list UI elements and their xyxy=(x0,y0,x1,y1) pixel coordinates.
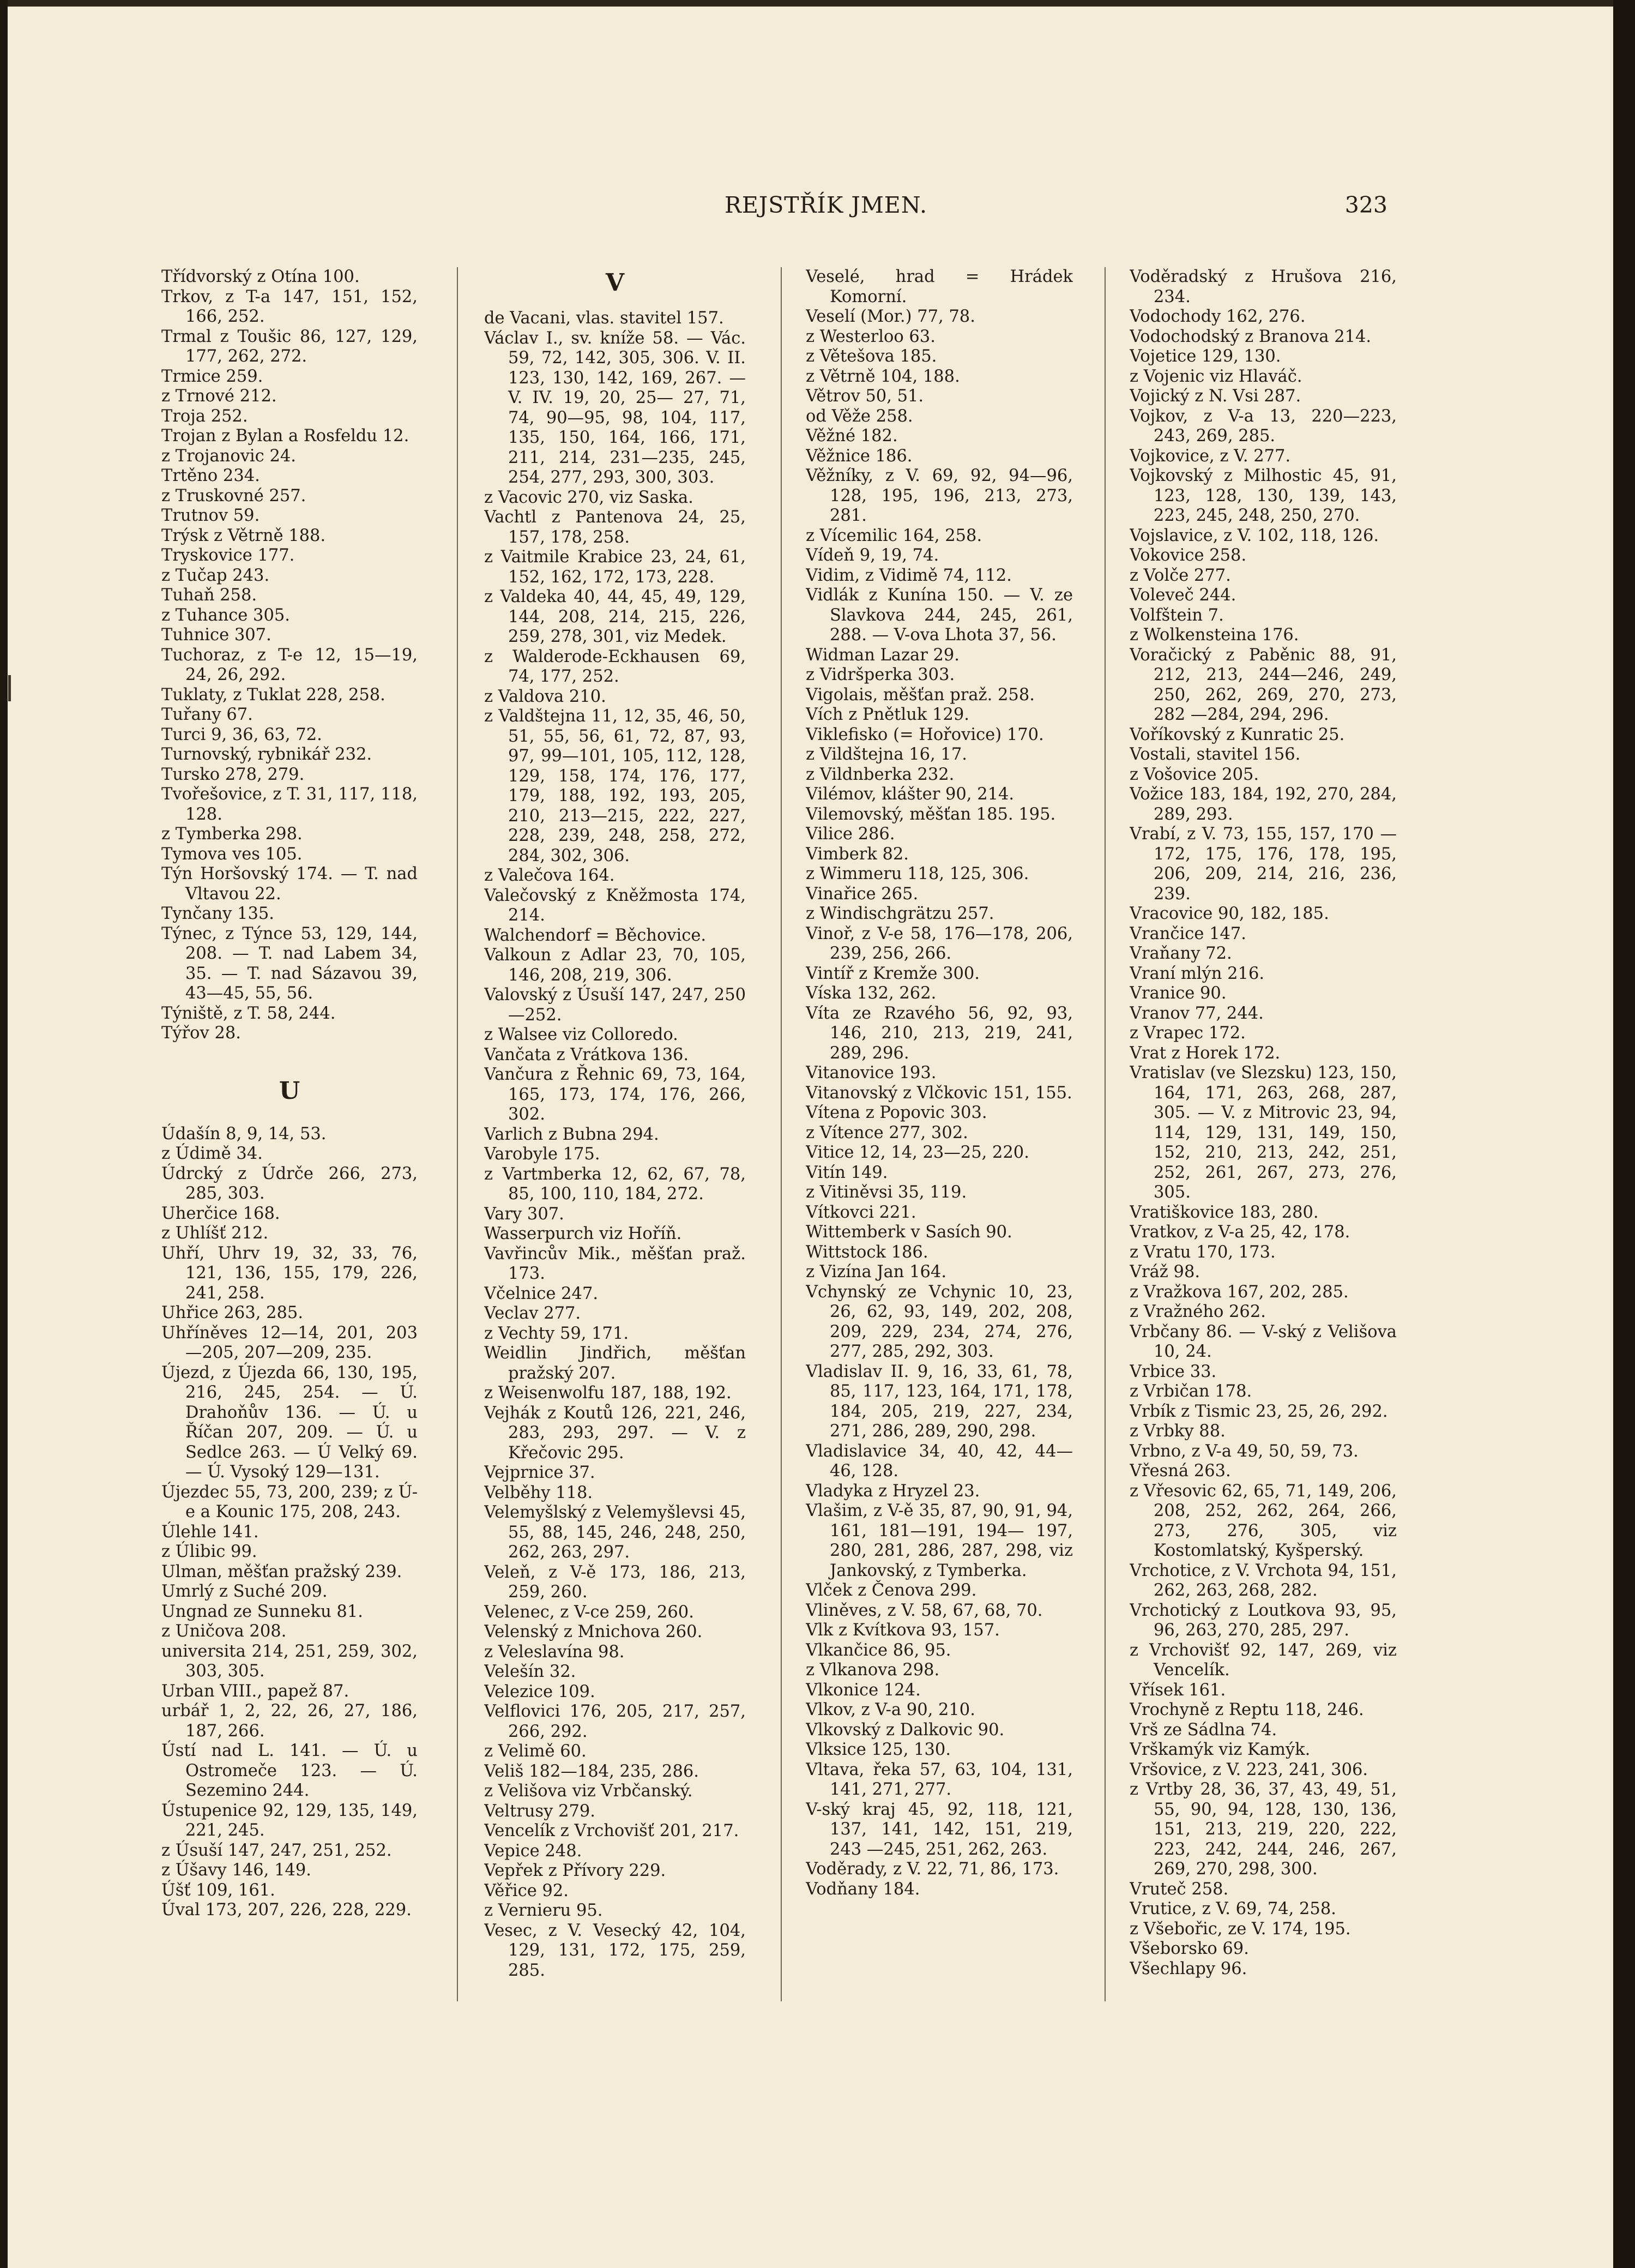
index-entry: Varobyle 175. xyxy=(484,1145,600,1164)
index-entry: z Volče 277. xyxy=(1130,566,1231,585)
index-entry: Viklefisko (= Hořovice) 170. xyxy=(806,725,1044,744)
index-entry: Varlich z Bubna 294. xyxy=(484,1124,659,1144)
index-entry: Velflovici 176, 205, 217, 257, 266, 292. xyxy=(484,1702,746,1741)
index-entry: Vlček z Čenova 299. xyxy=(806,1581,977,1600)
index-entry: Veliš 182—184, 235, 286. xyxy=(484,1761,699,1781)
index-entry: Veselé, hrad = Hrádek Komorní. xyxy=(806,267,1073,306)
index-entry: Vladyka z Hryzel 23. xyxy=(806,1481,980,1501)
index-entry: z Vojenic viz Hlaváč. xyxy=(1130,366,1302,386)
index-entry: Vrš ze Sádlna 74. xyxy=(1130,1720,1277,1740)
index-entry: Valečovský z Kněžmosta 174, 214. xyxy=(484,886,746,925)
index-entry: z Truskovné 257. xyxy=(161,486,306,506)
index-entry: Úšť 109, 161. xyxy=(161,1880,275,1900)
index-column-3 xyxy=(806,267,1073,2209)
index-entry: Všeborsko 69. xyxy=(1130,1939,1249,1958)
index-entry: Valkoun z Adlar 23, 70, 105, 146, 208, 219, 306. xyxy=(484,946,746,985)
index-entry: Vojslavice, z V. 102, 118, 126. xyxy=(1130,526,1379,545)
index-entry: Tynčany 135. xyxy=(161,904,274,923)
running-header-title: REJSTŘÍK JMEN. xyxy=(724,192,928,218)
index-entry: z Tučap 243. xyxy=(161,566,270,585)
index-entry: Vlkov, z V-a 90, 210. xyxy=(806,1700,975,1719)
index-entry: z Vacovic 270, viz Saska. xyxy=(484,488,693,507)
index-entry: z Walderode-Eckhausen 69, 74, 177, 252. xyxy=(484,647,746,686)
index-entry: Týnec, z Týnce 53, 129, 144, 208. — T. nad Labem 34, 35. — T. nad Sázavou 39, 43—45, 55, 56. xyxy=(161,924,418,1003)
index-entry: z Vizína Jan 164. xyxy=(806,1262,947,1282)
index-entry: Vilemovský, měšťan 185. 195. xyxy=(806,804,1056,824)
index-entry: Vích z Pnětluk 129. xyxy=(806,705,969,724)
index-entry: Walchendorf = Běchovice. xyxy=(484,925,707,945)
index-entry: z Vícemilic 164, 258. xyxy=(806,526,982,545)
index-entry: z Vernieru 95. xyxy=(484,1901,603,1920)
index-entry: Trtěno 234. xyxy=(161,466,260,485)
index-entry: Víta ze Rzavého 56, 92, 93, 146, 210, 213, 219, 241, 289, 296. xyxy=(806,1003,1073,1063)
index-entry: Vlk z Kvítkova 93, 157. xyxy=(806,1621,1000,1640)
index-entry: Věžníky, z V. 69, 92, 94—96, 128, 195, 196, 213, 273, 281. xyxy=(806,466,1073,525)
index-entry: z Vražného 262. xyxy=(1130,1302,1266,1321)
index-entry: Wittstock 186. xyxy=(806,1242,928,1262)
entries-t xyxy=(161,267,418,1044)
index-entry: Vachtl z Pantenova 24, 25, 157, 178, 258. xyxy=(484,508,746,547)
index-entry: Týřov 28. xyxy=(161,1024,241,1043)
index-entry: Vidim, z Vidimě 74, 112. xyxy=(806,566,1012,585)
index-entry: z Větešova 185. xyxy=(806,347,937,366)
index-entry: Vojický z N. Vsi 287. xyxy=(1130,387,1301,406)
index-entry: Vilice 286. xyxy=(806,825,895,844)
index-entry: Vrchotický z Loutkova 93, 95, 96, 263, 270, 285, 297. xyxy=(1130,1601,1397,1640)
index-entry: Vožice 183, 184, 192, 270, 284, 289, 293. xyxy=(1130,785,1397,824)
index-entry: Turci 9, 36, 63, 72. xyxy=(161,725,322,744)
index-entry: Týniště, z T. 58, 244. xyxy=(161,1003,336,1023)
section-heading-v: V xyxy=(605,269,625,297)
index-entry: Tursko 278, 279. xyxy=(161,765,305,784)
index-entry: z Vildštejna 16, 17. xyxy=(806,745,967,764)
index-entry: Velezice 109. xyxy=(484,1682,595,1701)
index-entry: z Vitiněvsi 35, 119. xyxy=(806,1183,967,1202)
index-entry: Vřesná 263. xyxy=(1130,1461,1231,1481)
index-entry: Vilémov, klášter 90, 214. xyxy=(806,785,1015,804)
index-entry: Vitín 149. xyxy=(806,1163,888,1182)
index-entry: z Valečova 164. xyxy=(484,866,615,885)
index-entry: Vančura z Řehnic 69, 73, 164, 165, 173, 174, 176, 266, 302. xyxy=(484,1065,746,1124)
index-entry: z Trojanovic 24. xyxy=(161,446,296,466)
index-entry: z Vrchovišť 92, 147, 269, viz Vencelík. xyxy=(1130,1640,1397,1680)
index-entry: Widman Lazar 29. xyxy=(806,645,960,665)
index-entry: z Vildnberka 232. xyxy=(806,765,955,784)
index-entry: z Vaitmile Krabice 23, 24, 61, 152, 162, 172, 173, 228. xyxy=(484,548,746,587)
index-entry: Volfštein 7. xyxy=(1130,605,1224,625)
index-entry: Vepice 248. xyxy=(484,1841,582,1861)
entries-u xyxy=(161,1124,418,1921)
index-entry: Vostali, stavitel 156. xyxy=(1130,745,1301,764)
index-entry: Věžnice 186. xyxy=(806,446,913,466)
index-entry: z Westerloo 63. xyxy=(806,327,936,346)
entries-v-part2 xyxy=(806,267,1073,1899)
index-entry: Včelnice 247. xyxy=(484,1284,599,1303)
scan-edge-left xyxy=(0,0,8,2268)
index-entry: Vchynský ze Vchynic 10, 23, 26, 62, 93, 149, 202, 208, 209, 229, 234, 274, 276, 277, 285, 292, 303. xyxy=(806,1282,1073,1361)
index-entry: z Valdštejna 11, 12, 35, 46, 50, 51, 55, 56, 61, 72, 87, 93, 97, 99—101, 105, 112, 128, 129, 158, 174, 176, 177, 179, 188, 192, 193, 205, 210, 213—215, 222, 227, 228, 239, 248, 258, 272, 284, 302, 306. xyxy=(484,707,746,865)
index-entry: z Úšavy 146, 149. xyxy=(161,1861,311,1880)
index-entry: z Weisenwolfu 187, 188, 192. xyxy=(484,1383,732,1403)
index-entry: Vraní mlýn 216. xyxy=(1130,964,1265,983)
index-entry: Údašín 8, 9, 14, 53. xyxy=(161,1124,327,1144)
index-entry: V-ský kraj 45, 92, 118, 121, 137, 141, 142, 151, 219, 243 —245, 251, 262, 263. xyxy=(806,1800,1073,1859)
index-entry: z Vratu 170, 173. xyxy=(1130,1242,1276,1262)
index-entry: z Wolkensteina 176. xyxy=(1130,625,1299,645)
index-entry: Vrat z Horek 172. xyxy=(1130,1043,1281,1063)
index-entry: z Veleslavína 98. xyxy=(484,1642,625,1662)
index-entry: Vitanovice 193. xyxy=(806,1063,937,1082)
index-entry: Vraňany 72. xyxy=(1130,944,1232,963)
index-entry: Vladislavice 34, 40, 42, 44— 46, 128. xyxy=(806,1441,1073,1481)
index-entry: Vrškamýk viz Kamýk. xyxy=(1130,1740,1311,1759)
index-entry: z Vrapec 172. xyxy=(1130,1024,1246,1043)
index-entry: Václav I., sv. kníže 58. — Vác. 59, 72, 142, 305, 306. V. II. 123, 130, 142, 169, 267. — V. IV. 19, 20, 25— 27, 71, 74, 90—95, 98, 104, 117, 135, 150, 164, 166, 171, 211, 214, 231—235, 245, 254, 277, 293, 300, 303. xyxy=(484,328,746,487)
index-entry: Třídvorský z Otína 100. xyxy=(161,267,360,286)
index-entry: Vrabí, z V. 73, 155, 157, 170 —172, 175, 176, 178, 195, 206, 209, 214, 216, 236, 239. xyxy=(1130,825,1397,904)
scan-edge-top xyxy=(0,0,1635,7)
index-entry: Vencelík z Vrchovišť 201, 217. xyxy=(484,1821,739,1840)
index-entry: Vršovice, z V. 223, 241, 306. xyxy=(1130,1760,1368,1779)
index-entry: z Valdova 210. xyxy=(484,687,606,706)
index-entry: Tuřany 67. xyxy=(161,705,253,724)
index-entry: Trkov, z T-a 147, 151, 152, 166, 252. xyxy=(161,287,418,326)
index-entry: Vrochyně z Reptu 118, 246. xyxy=(1130,1700,1364,1719)
index-entry: Větrov 50, 51. xyxy=(806,387,924,406)
index-entry: Trýsk z Větrně 188. xyxy=(161,526,326,545)
index-entry: z Vrbky 88. xyxy=(1130,1422,1226,1441)
index-entry: z Vražkova 167, 202, 285. xyxy=(1130,1282,1349,1302)
index-entry: Urban VIII., papež 87. xyxy=(161,1681,349,1701)
index-entry: Vlašim, z V-ě 35, 87, 90, 91, 94, 161, 181—191, 194— 197, 280, 281, 286, 287, 298, viz Jankovský, z Tymberka. xyxy=(806,1501,1073,1580)
index-entry: Voděrady, z V. 22, 71, 86, 173. xyxy=(806,1860,1059,1879)
index-entry: Úlehle 141. xyxy=(161,1522,259,1542)
index-entry: z Vlkanova 298. xyxy=(806,1661,940,1680)
index-entry: Voříkovský z Kunratic 25. xyxy=(1130,725,1345,744)
index-entry: Újezdec 55, 73, 200, 239; z Ú-e a Kounic 175, 208, 243. xyxy=(161,1482,418,1521)
column-rule-3 xyxy=(1105,267,1106,2001)
index-entry: Veleň, z V-ě 173, 186, 213, 259, 260. xyxy=(484,1562,746,1602)
index-entry: Veclav 277. xyxy=(484,1304,581,1323)
index-entry: Úval 173, 207, 226, 228, 229. xyxy=(161,1900,412,1920)
index-entry: Vracovice 90, 182, 185. xyxy=(1130,904,1329,923)
index-entry: Turnovský, rybnikář 232. xyxy=(161,745,372,764)
index-entry: z Vidršperka 303. xyxy=(806,665,955,684)
index-entry: z Úsuší 147, 247, 251, 252. xyxy=(161,1840,392,1860)
index-entry: Tvořešovice, z T. 31, 117, 118, 128. xyxy=(161,785,418,824)
index-entry: Tryskovice 177. xyxy=(161,546,295,565)
margin-mark xyxy=(8,675,11,701)
index-entry: Vojkovice, z V. 277. xyxy=(1130,446,1291,466)
index-entry: Všechlapy 96. xyxy=(1130,1959,1247,1978)
index-entry: Vráž 98. xyxy=(1130,1262,1200,1282)
index-entry: Vratislav (ve Slezsku) 123, 150, 164, 171, 263, 268, 287, 305. — V. z Mitrovic 23, 94, 114, 129, 131, 149, 150, 152, 210, 213, 242, 251, 252, 261, 267, 273, 276, 305. xyxy=(1130,1063,1397,1202)
index-entry: z Valdeka 40, 44, 45, 49, 129, 144, 208, 214, 215, 226, 259, 278, 301, viz Medek. xyxy=(484,587,746,646)
section-heading-u: U xyxy=(279,1076,300,1105)
index-entry: Vimberk 82. xyxy=(806,844,909,864)
index-entry: Vruteč 258. xyxy=(1130,1879,1229,1899)
index-entry: z Vrbičan 178. xyxy=(1130,1382,1252,1401)
index-entry: z Walsee viz Colloredo. xyxy=(484,1025,678,1044)
index-entry: Vlkonice 124. xyxy=(806,1680,921,1700)
index-entry: Vokovice 258. xyxy=(1130,546,1247,565)
index-entry: z Windischgrätzu 257. xyxy=(806,904,994,923)
index-entry: Vodňany 184. xyxy=(806,1879,920,1899)
index-entry: z Údimě 34. xyxy=(161,1144,263,1163)
index-entry: z Uhlíšť 212. xyxy=(161,1224,269,1243)
index-entry: Voračický z Paběnic 88, 91, 212, 213, 244—246, 249, 250, 262, 269, 270, 273, 282 —284, 294, 296. xyxy=(1130,645,1397,724)
index-entry: z Wimmeru 118, 125, 306. xyxy=(806,864,1029,883)
index-entry: Vitanovský z Vlčkovic 151, 155. xyxy=(806,1083,1072,1103)
index-entry: Vojkovský z Milhostic 45, 91, 123, 128, 130, 139, 143, 223, 245, 248, 250, 270. xyxy=(1130,466,1397,525)
index-entry: Voleveč 244. xyxy=(1130,586,1236,605)
index-entry: Vítkovci 221. xyxy=(806,1202,916,1222)
index-entry: z Trnové 212. xyxy=(161,387,277,406)
index-entry: Vrchotice, z V. Vrchota 94, 151, 262, 263, 268, 282. xyxy=(1130,1561,1397,1600)
index-entry: Vodochody 162, 276. xyxy=(1130,307,1306,326)
index-entry: Veselí (Mor.) 77, 78. xyxy=(806,307,975,326)
index-entry: Vejhák z Koutů 126, 221, 246, 283, 293, 297. — V. z Křečovic 295. xyxy=(484,1403,746,1463)
index-column-4 xyxy=(1130,267,1397,2209)
index-entry: Weidlin Jindřich, měšťan pražský 207. xyxy=(484,1344,746,1383)
index-entry: Voděradský z Hrušova 216, 234. xyxy=(1130,267,1397,306)
entries-v-part3 xyxy=(1130,267,1397,1979)
index-entry: Vodochodský z Branova 214. xyxy=(1130,327,1372,346)
index-entry: Trojan z Bylan a Rosfeldu 12. xyxy=(161,426,409,446)
index-entry: z Uničova 208. xyxy=(161,1622,287,1641)
index-entry: Velenec, z V-ce 259, 260. xyxy=(484,1602,694,1622)
index-entry: Uhřice 263, 285. xyxy=(161,1303,304,1322)
index-entry: Vančata z Vrátkova 136. xyxy=(484,1045,689,1064)
index-entry: Trmice 259. xyxy=(161,366,263,386)
index-entry: Trutnov 59. xyxy=(161,506,260,525)
index-entry: Vladislav II. 9, 16, 33, 61, 78, 85, 117, 123, 164, 171, 178, 184, 205, 219, 227, 234, 271, 286, 289, 290, 298. xyxy=(806,1362,1073,1441)
index-entry: Vranice 90. xyxy=(1130,984,1227,1003)
index-entry: z Vrtby 28, 36, 37, 43, 49, 51, 55, 90, 94, 128, 130, 136, 151, 213, 219, 220, 222, 223, 242, 244, 246, 267, 269, 270, 298, 300. xyxy=(1130,1780,1397,1879)
index-entry: Vítena z Popovic 303. xyxy=(806,1103,987,1122)
index-entry: Vliněves, z V. 58, 67, 68, 70. xyxy=(806,1601,1043,1620)
page-number: 323 xyxy=(1344,192,1387,218)
index-entry: Vltava, řeka 57, 63, 104, 131, 141, 271, 277. xyxy=(806,1760,1073,1799)
index-entry: urbář 1, 2, 22, 26, 27, 186, 187, 266. xyxy=(161,1701,418,1741)
index-entry: Veltrusy 279. xyxy=(484,1801,595,1821)
index-entry: Vlkančice 86, 95. xyxy=(806,1640,951,1660)
index-entry: z Větrně 104, 188. xyxy=(806,366,960,386)
index-entry: Vary 307. xyxy=(484,1204,564,1224)
index-entry: Vrančice 147. xyxy=(1130,924,1247,943)
index-entry: Velběhy 118. xyxy=(484,1483,593,1502)
index-entry: z Všebořic, ze V. 174, 195. xyxy=(1130,1919,1351,1939)
index-entry: Velemyšlský z Velemyšlevsi 45, 55, 88, 145, 246, 248, 250, 262, 263, 297. xyxy=(484,1503,746,1562)
index-entry: Velenský z Mnichova 260. xyxy=(484,1622,703,1641)
index-entry: Vinařice 265. xyxy=(806,884,919,904)
index-entry: Vratiškovice 183, 280. xyxy=(1130,1202,1319,1222)
index-entry: Vídeň 9, 19, 74. xyxy=(806,546,939,565)
index-entry: Tuhnice 307. xyxy=(161,625,272,645)
index-entry: Vigolais, měšťan praž. 258. xyxy=(806,685,1035,705)
index-entry: Vitice 12, 14, 23—25, 220. xyxy=(806,1143,1029,1162)
index-entry: Uherčice 168. xyxy=(161,1204,280,1223)
index-entry: Tuchoraz, z T-e 12, 15—19, 24, 26, 292. xyxy=(161,645,418,684)
index-entry: Velešín 32. xyxy=(484,1662,576,1681)
index-entry: Wittemberk v Sasích 90. xyxy=(806,1223,1012,1242)
index-entry: Vidlák z Kunína 150. — V. ze Slavkova 244, 245, 261, 288. — V-ova Lhota 37, 56. xyxy=(806,586,1073,645)
index-entry: z Vartmberka 12, 62, 67, 78, 85, 100, 110, 184, 272. xyxy=(484,1164,746,1204)
index-entry: z Vošovice 205. xyxy=(1130,765,1259,784)
index-entry: z Vřesovic 62, 65, 71, 149, 206, 208, 252, 262, 264, 266, 273, 276, 305, viz Kostomlatský, Kyšperský. xyxy=(1130,1481,1397,1560)
index-entry: z Tymberka 298. xyxy=(161,825,303,844)
index-entry: Ungnad ze Sunneku 81. xyxy=(161,1602,363,1621)
index-entry: Vranov 77, 244. xyxy=(1130,1003,1264,1023)
index-entry: z Vítence 277, 302. xyxy=(806,1123,968,1142)
index-entry: Vratkov, z V-a 25, 42, 178. xyxy=(1130,1223,1350,1242)
index-column-2 xyxy=(484,267,746,2209)
index-entry: Vřísek 161. xyxy=(1130,1680,1226,1700)
index-entry: z Velišova viz Vrbčanský. xyxy=(484,1782,693,1801)
index-entry: Trmal z Toušic 86, 127, 129, 177, 262, 272. xyxy=(161,327,418,366)
index-entry: Vesec, z V. Vesecký 42, 104, 129, 131, 172, 175, 259, 285. xyxy=(484,1921,746,1980)
index-entry: Vavřincův Mik., měšťan praž. 173. xyxy=(484,1244,746,1283)
index-entry: od Věže 258. xyxy=(806,406,913,426)
index-entry: Vlkovský z Dalkovic 90. xyxy=(806,1720,1005,1740)
index-entry: z Velimě 60. xyxy=(484,1742,587,1761)
index-entry: Vepřek z Přívory 229. xyxy=(484,1861,666,1880)
index-entry: Vintíř z Kremže 300. xyxy=(806,964,980,983)
index-entry: z Vechty 59, 171. xyxy=(484,1323,629,1343)
column-rule-1 xyxy=(457,267,458,2001)
index-entry: Vojkov, z V-a 13, 220—223, 243, 269, 285. xyxy=(1130,406,1397,446)
index-column-1 xyxy=(161,267,418,2209)
index-entry: Wasserpurch viz Hoříň. xyxy=(484,1224,682,1243)
index-entry: Vejprnice 37. xyxy=(484,1463,595,1482)
index-entry: Ulman, měšťan pražský 239. xyxy=(161,1562,402,1581)
index-entry: Ústupenice 92, 129, 135, 149, 221, 245. xyxy=(161,1801,418,1840)
index-entry: Údrcký z Údrče 266, 273, 285, 303. xyxy=(161,1164,418,1203)
index-entry: Troja 252. xyxy=(161,406,248,426)
index-entry: Vinoř, z V-e 58, 176—178, 206, 239, 256, 266. xyxy=(806,924,1073,963)
index-entry: Tymova ves 105. xyxy=(161,844,303,864)
scan-edge-right xyxy=(1613,0,1635,2268)
index-entry: Vrbno, z V-a 49, 50, 59, 73. xyxy=(1130,1441,1359,1461)
index-entry: universita 214, 251, 259, 302, 303, 305. xyxy=(161,1641,418,1681)
index-entry: Vrutice, z V. 69, 74, 258. xyxy=(1130,1899,1336,1918)
column-rule-2 xyxy=(781,267,782,2001)
index-entry: Věřice 92. xyxy=(484,1881,569,1900)
entries-v-part1 xyxy=(484,309,746,1981)
index-entry: Újezd, z Újezda 66, 130, 195, 216, 245, 254. — Ú. Drahoňův 136. — Ú. u Říčan 207, 209. — Ú. u Sedlce 263. — Ú Velký 69. — Ú. Vysoký 129—131. xyxy=(161,1363,418,1482)
index-entry: Uhříněves 12—14, 201, 203 —205, 207—209, 235. xyxy=(161,1323,418,1362)
index-entry: z Úlibic 99. xyxy=(161,1542,257,1561)
index-entry: Vrbčany 86. — V-ský z Velišova 10, 24. xyxy=(1130,1322,1397,1361)
index-entry: Týn Horšovský 174. — T. nad Vltavou 22. xyxy=(161,864,418,904)
index-entry: Valovský z Úsuší 147, 247, 250—252. xyxy=(484,985,746,1025)
index-entry: Věžné 182. xyxy=(806,426,898,446)
index-entry: Tuhaň 258. xyxy=(161,586,257,605)
index-entry: de Vacani, vlas. stavitel 157. xyxy=(484,309,724,328)
index-entry: Ústí nad L. 141. — Ú. u Ostromeče 123. — Ú. Sezemino 244. xyxy=(161,1741,418,1800)
index-entry: Vrbík z Tismic 23, 25, 26, 292. xyxy=(1130,1401,1388,1421)
index-entry: Vojetice 129, 130. xyxy=(1130,347,1281,366)
index-entry: Umrlý z Suché 209. xyxy=(161,1582,328,1601)
index-entry: Vlksice 125, 130. xyxy=(806,1740,951,1759)
index-entry: Tuklaty, z Tuklat 228, 258. xyxy=(161,685,385,705)
index-entry: z Tuhance 305. xyxy=(161,605,290,625)
index-entry: Vrbice 33. xyxy=(1130,1362,1217,1381)
index-entry: Uhří, Uhrv 19, 32, 33, 76, 121, 136, 155, 179, 226, 241, 258. xyxy=(161,1243,418,1303)
index-entry: Víska 132, 262. xyxy=(806,984,937,1003)
